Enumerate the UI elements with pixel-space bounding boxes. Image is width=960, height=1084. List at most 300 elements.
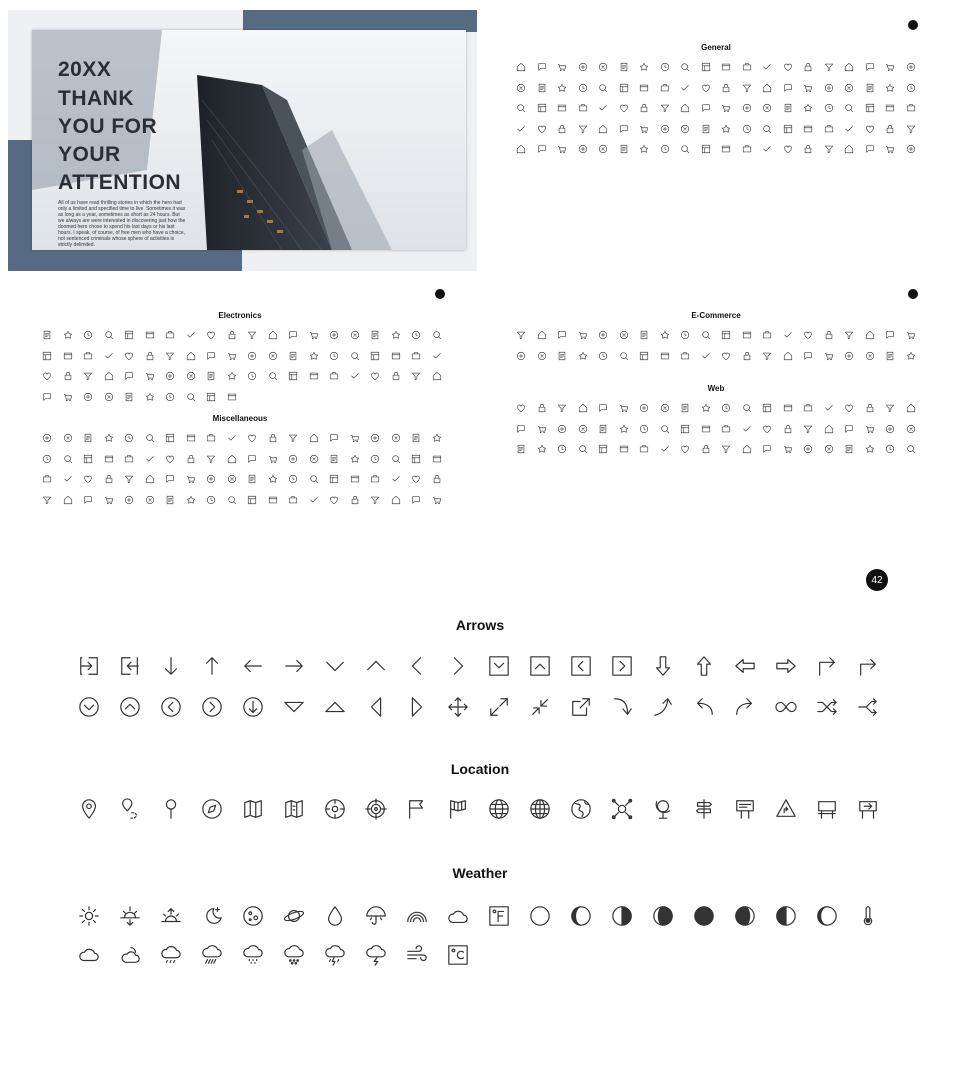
sheet-icon: [680, 424, 690, 434]
sheet-icon: [865, 103, 875, 113]
circle-chevron-right-icon: [191, 695, 232, 719]
sheet-icon: [350, 433, 360, 443]
sheet-icon: [680, 144, 690, 154]
sheet-icon: [411, 474, 421, 484]
sheet-icon: [63, 454, 73, 464]
sheet-icon: [288, 474, 298, 484]
sheet-icon: [885, 403, 895, 413]
sheet-icon: [803, 144, 813, 154]
sheet-icon: [783, 103, 793, 113]
sheet-icon: [783, 444, 793, 454]
expand-icon: [478, 695, 519, 719]
sheet-icon: [680, 103, 690, 113]
network-globe-icon: [601, 797, 642, 821]
sheet-icon: [411, 351, 421, 361]
sheet-icon: [83, 392, 93, 402]
exit-sign-icon: [847, 797, 888, 821]
sheet-icon: [783, 330, 793, 340]
crosshair-icon: [355, 797, 396, 821]
checkered-flag-icon: [437, 797, 478, 821]
sheet-icon: [721, 351, 731, 361]
sheet-icon: [762, 83, 772, 93]
electronics-icon-grid: [42, 330, 442, 402]
flag-icon: [396, 797, 437, 821]
sheet-icon: [762, 124, 772, 134]
sheet-icon: [598, 144, 608, 154]
sheet-icon: [844, 62, 854, 72]
sheet-icon: [104, 330, 114, 340]
sheet-icon: [63, 371, 73, 381]
earth-icon: [560, 797, 601, 821]
sheet-icon: [701, 62, 711, 72]
sheet-icon: [268, 474, 278, 484]
sheet-icon: [186, 454, 196, 464]
sheet-icon: [824, 124, 834, 134]
triangle-right-icon: [396, 695, 437, 719]
sheet-icon: [370, 433, 380, 443]
sheet-icon: [578, 330, 588, 340]
sheet-icon: [206, 433, 216, 443]
signpost-icon: [683, 797, 724, 821]
sheet-icon: [104, 474, 114, 484]
sheet-icon: [63, 351, 73, 361]
triangle-up-icon: [314, 695, 355, 719]
sheet-icon: [145, 433, 155, 443]
cover-title-line: YOU FOR: [58, 115, 158, 138]
sheet-icon: [598, 424, 608, 434]
cover-slide: [8, 10, 477, 271]
sheet-icon: [783, 83, 793, 93]
sheet-icon: [63, 474, 73, 484]
sheet-icon: [206, 330, 216, 340]
sun-icon: [68, 904, 109, 928]
sheet-icon: [701, 124, 711, 134]
sheet-icon: [268, 371, 278, 381]
sheet-icon: [42, 495, 52, 505]
sheet-icon: [721, 330, 731, 340]
target-icon: [314, 797, 355, 821]
raindrop-icon: [314, 904, 355, 928]
sheet-icon: [186, 351, 196, 361]
sheet-icon: [680, 330, 690, 340]
sheet-icon: [865, 424, 875, 434]
sheet-icon: [783, 351, 793, 361]
weather-row: [68, 943, 478, 967]
sheet-icon: [83, 495, 93, 505]
cloud-heavy-rain-icon: [191, 943, 232, 967]
sheet-icon: [516, 144, 526, 154]
sheet-icon: [247, 330, 257, 340]
sheet-icon: [844, 444, 854, 454]
bold-arrow-down-icon: [642, 654, 683, 678]
sheet-icon: [537, 83, 547, 93]
sheet-icon: [432, 330, 442, 340]
sheet-icon: [42, 474, 52, 484]
arrow-up-icon: [191, 654, 232, 678]
sheet-icon: [598, 83, 608, 93]
square-chevron-down-icon: [478, 654, 519, 678]
sheet-icon: [268, 454, 278, 464]
sheet-icon: [63, 495, 73, 505]
sheet-icon: [288, 433, 298, 443]
sheet-icon: [721, 144, 731, 154]
sheet-icon: [639, 424, 649, 434]
sheet-icon: [598, 330, 608, 340]
sheet-icon: [350, 351, 360, 361]
rainbow-icon: [396, 904, 437, 928]
sheet-icon: [411, 433, 421, 443]
sheet-icon: [885, 103, 895, 113]
accent-band: [8, 249, 242, 271]
sheet-icon: [391, 371, 401, 381]
cloud-sun-icon: [109, 943, 150, 967]
chevron-up-icon: [355, 654, 396, 678]
sheet-icon: [721, 62, 731, 72]
triangle-down-icon: [273, 695, 314, 719]
ecommerce-icon-grid: [516, 330, 916, 361]
sheet-icon: [578, 403, 588, 413]
sheet-icon: [680, 83, 690, 93]
arrow-right-icon: [273, 654, 314, 678]
sheet-icon: [598, 444, 608, 454]
sheet-icon: [83, 371, 93, 381]
moon-full-icon: [683, 904, 724, 928]
general-icon-grid: [516, 62, 916, 154]
sheet-icon: [783, 424, 793, 434]
sheet-icon: [865, 144, 875, 154]
sheet-icon: [370, 371, 380, 381]
sheet-icon: [206, 371, 216, 381]
sheet-icon: [803, 403, 813, 413]
push-pin-icon: [150, 797, 191, 821]
sheet-icon: [206, 495, 216, 505]
sheet-icon: [391, 433, 401, 443]
sheet-icon: [350, 454, 360, 464]
umbrella-icon: [355, 904, 396, 928]
sheet-icon: [83, 454, 93, 464]
sheet-icon: [742, 144, 752, 154]
sheet-icon: [329, 371, 339, 381]
sheet-icon: [701, 103, 711, 113]
sheet-icon: [206, 474, 216, 484]
sheet-icon: [680, 124, 690, 134]
sheet-icon: [639, 444, 649, 454]
sheet-icon: [186, 392, 196, 402]
chevron-right-icon: [437, 654, 478, 678]
sheet-icon: [247, 351, 257, 361]
sheet-icon: [83, 433, 93, 443]
sheet-icon: [104, 454, 114, 464]
sheet-icon: [824, 103, 834, 113]
sheet-icon: [557, 403, 567, 413]
sheet-icon: [783, 144, 793, 154]
sheet-icon: [63, 433, 73, 443]
sheet-icon: [309, 371, 319, 381]
sheet-icon: [288, 454, 298, 464]
sheet-icon: [762, 444, 772, 454]
sheet-icon: [824, 444, 834, 454]
sheet-icon: [165, 371, 175, 381]
sheet-icon: [639, 144, 649, 154]
sheet-icon: [42, 433, 52, 443]
sheet-icon: [165, 454, 175, 464]
cover-title-line: THANK: [58, 87, 134, 110]
folded-map-icon: [273, 797, 314, 821]
sheet-icon: [165, 495, 175, 505]
curve-up-icon: [642, 695, 683, 719]
cloud-drizzle-icon: [232, 943, 273, 967]
split-icon: [847, 695, 888, 719]
sheet-icon: [206, 351, 216, 361]
sheet-icon: [680, 403, 690, 413]
sheet-icon: [537, 330, 547, 340]
sheet-icon: [516, 330, 526, 340]
sheet-icon: [701, 83, 711, 93]
sheet-icon: [557, 330, 567, 340]
sheet-icon: [350, 330, 360, 340]
sheet-icon: [42, 351, 52, 361]
sheet-icon: [206, 454, 216, 464]
weather-row: [68, 904, 888, 928]
cloud-icon: [437, 904, 478, 928]
sheet-icon: [432, 474, 442, 484]
sheet-icon: [247, 474, 257, 484]
sheet-icon: [145, 351, 155, 361]
sheet-icon: [411, 330, 421, 340]
sheet-icon: [104, 371, 114, 381]
sheet-icon: [124, 330, 134, 340]
sheet-icon: [578, 124, 588, 134]
external-link-icon: [560, 695, 601, 719]
sheet-icon: [537, 403, 547, 413]
sheet-icon: [721, 124, 731, 134]
sheet-icon: [186, 330, 196, 340]
sheet-icon: [742, 83, 752, 93]
sheet-icon: [227, 330, 237, 340]
sheet-icon: [844, 144, 854, 154]
sheet-icon: [206, 392, 216, 402]
planet-icon: [273, 904, 314, 928]
sheet-icon: [309, 433, 319, 443]
sheet-icon: [680, 62, 690, 72]
web-title: Web: [707, 384, 725, 393]
sheet-icon: [268, 330, 278, 340]
sheet-icon: [865, 62, 875, 72]
cloud-rain-icon: [150, 943, 191, 967]
sheet-icon: [680, 351, 690, 361]
sheet-icon: [83, 351, 93, 361]
sheet-icon: [557, 351, 567, 361]
sheet-icon: [885, 444, 895, 454]
sheet-icon: [288, 330, 298, 340]
turn-up-right-icon: [806, 654, 847, 678]
sheet-icon: [42, 454, 52, 464]
accent-band: [243, 10, 477, 32]
sheet-icon: [721, 103, 731, 113]
bench-sign-icon: [806, 797, 847, 821]
sheet-icon: [660, 403, 670, 413]
fahrenheit-icon: [478, 904, 519, 928]
square-chevron-left-icon: [560, 654, 601, 678]
redo-icon: [724, 695, 765, 719]
moon-waning-icon: [724, 904, 765, 928]
sheet-icon: [660, 444, 670, 454]
triangle-left-icon: [355, 695, 396, 719]
location-row: [68, 797, 888, 821]
sheet-icon: [124, 433, 134, 443]
sheet-icon: [288, 371, 298, 381]
sheet-icon: [598, 62, 608, 72]
thermometer-icon: [847, 904, 888, 928]
sheet-icon: [762, 330, 772, 340]
sheet-icon: [350, 474, 360, 484]
sheet-icon: [844, 403, 854, 413]
sheet-icon: [660, 83, 670, 93]
chevron-left-icon: [396, 654, 437, 678]
sheet-icon: [598, 103, 608, 113]
sheet-icon: [598, 124, 608, 134]
sheet-icon: [783, 124, 793, 134]
sheet-icon: [227, 433, 237, 443]
sheet-icon: [370, 351, 380, 361]
sheet-icon: [885, 330, 895, 340]
sheet-icon: [865, 330, 875, 340]
sheet-icon: [824, 144, 834, 154]
celsius-icon: [437, 943, 478, 967]
route-pin-icon: [109, 797, 150, 821]
sheet-icon: [370, 330, 380, 340]
sheet-icon: [803, 424, 813, 434]
sheet-icon: [578, 83, 588, 93]
sheet-icon: [701, 330, 711, 340]
sign-in-icon: [68, 654, 109, 678]
sheet-icon: [578, 424, 588, 434]
sheet-icon: [906, 424, 916, 434]
sheet-icon: [165, 474, 175, 484]
sheet-icon: [619, 124, 629, 134]
sheet-icon: [165, 330, 175, 340]
shuffle-icon: [806, 695, 847, 719]
arrows-row: [68, 695, 888, 719]
sheet-icon: [268, 433, 278, 443]
sheet-icon: [557, 424, 567, 434]
sheet-icon: [885, 83, 895, 93]
sheet-icon: [639, 124, 649, 134]
sheet-icon: [268, 495, 278, 505]
sheet-icon: [865, 83, 875, 93]
sheet-icon: [145, 371, 155, 381]
sheet-icon: [865, 444, 875, 454]
loop-icon: [765, 695, 806, 719]
cloud-outline-icon: [68, 943, 109, 967]
sheet-icon: [516, 351, 526, 361]
cloud-lightning-icon: [355, 943, 396, 967]
sunset-icon: [109, 904, 150, 928]
sheet-icon: [145, 330, 155, 340]
map-pin-icon: [68, 797, 109, 821]
sheet-icon: [660, 103, 670, 113]
sheet-icon: [844, 351, 854, 361]
sheet-icon: [701, 444, 711, 454]
sheet-icon: [906, 330, 916, 340]
sign-out-icon: [109, 654, 150, 678]
sheet-icon: [742, 351, 752, 361]
sheet-icon: [660, 424, 670, 434]
sheet-icon: [557, 444, 567, 454]
sheet-icon: [247, 454, 257, 464]
circle-chevron-up-icon: [109, 695, 150, 719]
chevron-down-icon: [314, 654, 355, 678]
arrows-title: Arrows: [455, 617, 505, 633]
sheet-icon: [824, 351, 834, 361]
sheet-icon: [803, 62, 813, 72]
sheet-icon: [824, 330, 834, 340]
square-chevron-up-icon: [519, 654, 560, 678]
sheet-icon: [906, 351, 916, 361]
cloud-snow-icon: [273, 943, 314, 967]
sheet-icon: [227, 454, 237, 464]
bold-arrow-up-icon: [683, 654, 724, 678]
sheet-icon: [578, 444, 588, 454]
road-sign-icon: [765, 797, 806, 821]
board-sign-icon: [724, 797, 765, 821]
sheet-icon: [309, 351, 319, 361]
bold-arrow-right-icon: [765, 654, 806, 678]
sheet-icon: [145, 392, 155, 402]
sheet-icon: [824, 424, 834, 434]
sheet-icon: [165, 392, 175, 402]
miscellaneous-title: Miscellaneous: [212, 414, 268, 423]
globe-icon: [478, 797, 519, 821]
moon-waxing-icon: [642, 904, 683, 928]
cover-year: 20XX: [58, 58, 112, 81]
moon-icon: [232, 904, 273, 928]
sheet-icon: [578, 144, 588, 154]
ecommerce-title: E-Commerce: [691, 311, 741, 320]
moon-stars-icon: [191, 904, 232, 928]
sheet-icon: [619, 83, 629, 93]
sheet-icon: [350, 495, 360, 505]
sheet-icon: [411, 371, 421, 381]
wind-icon: [396, 943, 437, 967]
sheet-icon: [537, 124, 547, 134]
move-icon: [437, 695, 478, 719]
sheet-icon: [803, 444, 813, 454]
sheet-icon: [865, 124, 875, 134]
page-dot: [908, 289, 918, 299]
sheet-icon: [885, 424, 895, 434]
sheet-icon: [432, 433, 442, 443]
sheet-icon: [824, 62, 834, 72]
sheet-icon: [660, 330, 670, 340]
sheet-icon: [742, 62, 752, 72]
circle-chevron-down-icon: [68, 695, 109, 719]
sheet-icon: [742, 330, 752, 340]
sheet-icon: [701, 424, 711, 434]
sheet-icon: [865, 351, 875, 361]
sheet-icon: [329, 495, 339, 505]
sheet-icon: [391, 495, 401, 505]
sheet-icon: [329, 474, 339, 484]
sheet-icon: [537, 424, 547, 434]
sheet-icon: [124, 371, 134, 381]
sheet-icon: [411, 495, 421, 505]
sheet-icon: [701, 351, 711, 361]
sheet-icon: [721, 403, 731, 413]
sheet-icon: [63, 330, 73, 340]
sheet-icon: [783, 403, 793, 413]
sheet-icon: [516, 424, 526, 434]
